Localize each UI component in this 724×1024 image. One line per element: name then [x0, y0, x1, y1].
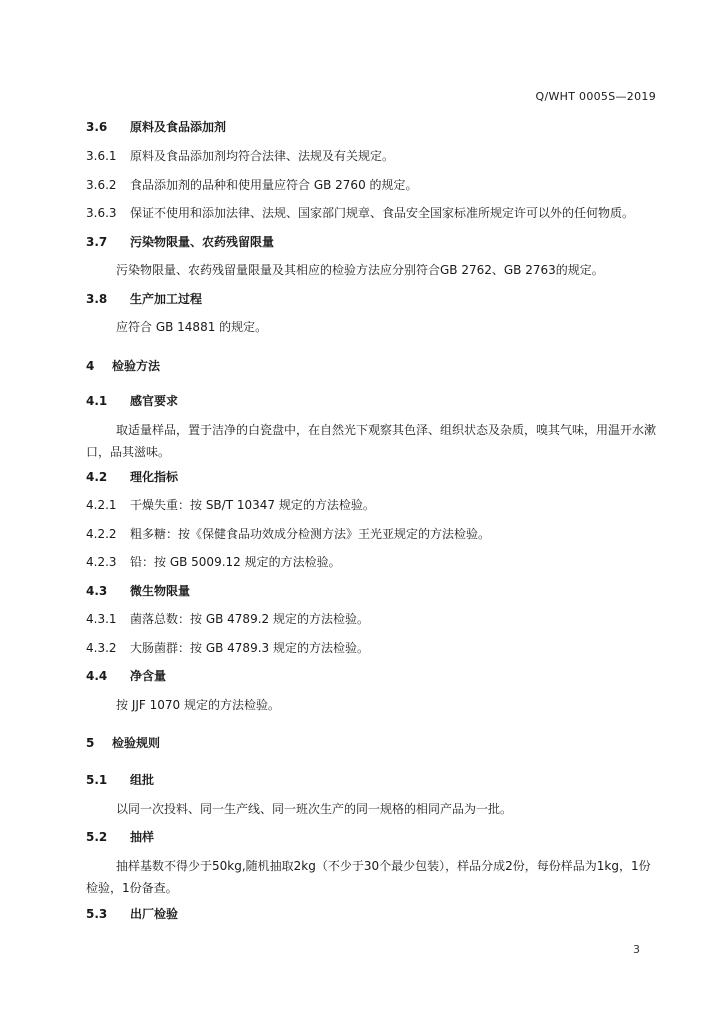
section-number: 4.1 — [86, 394, 108, 408]
section-heading-3-8 — [86, 292, 660, 306]
clause-number: 4.3.2 — [86, 641, 117, 655]
chapter-number: 4 — [86, 359, 95, 373]
clause-number: 3.6.2 — [86, 178, 117, 192]
clause-3-6-2 — [86, 178, 660, 192]
section-heading-5-2 — [86, 830, 660, 844]
chapter-heading-4 — [86, 359, 660, 373]
chapter-title: 检验规则 — [112, 736, 161, 750]
section-title: 生产加工过程 — [130, 292, 203, 306]
section-number: 3.8 — [86, 292, 108, 306]
clause-text: 保证不使用和添加法律、法规、国家部门规章、食品安全国家标准所规定许可以外的任何物质。 — [130, 206, 635, 220]
section-number: 5.1 — [86, 773, 108, 787]
paragraph-3-7: 污染物限量、农药残留量限量及其相应的检验方法应分别符合GB 2762、GB 2763的规定。 — [116, 263, 604, 277]
chapter-number: 5 — [86, 736, 95, 750]
paragraph-4-1: 取适量样品，置于洁净的白瓷盘中，在自然光下观察其色泽、组织状态及杂质，嗅其气味，用温开水漱口，品其滋味。 — [86, 423, 657, 459]
clause-3-6-1 — [86, 149, 660, 163]
clause-text: 原料及食品添加剂均符合法律、法规及有关规定。 — [130, 149, 395, 163]
section-heading-5-1 — [86, 773, 660, 787]
clause-text: 铅：按 GB 5009.12 规定的方法检验。 — [130, 555, 341, 569]
section-title: 理化指标 — [130, 470, 179, 484]
section-heading-4-4 — [86, 669, 660, 683]
section-heading-3-6 — [86, 120, 660, 134]
clause-4-3-2 — [86, 641, 660, 655]
section-number: 4.4 — [86, 669, 108, 683]
section-heading-4-3 — [86, 584, 660, 598]
section-title: 组批 — [130, 773, 155, 787]
clause-number: 4.3.1 — [86, 612, 117, 626]
clause-4-2-3 — [86, 555, 660, 569]
clause-4-2-1 — [86, 498, 660, 512]
chapter-title: 检验方法 — [112, 359, 161, 373]
clause-4-3-1 — [86, 612, 660, 626]
section-title: 污染物限量、农药残留限量 — [130, 235, 275, 249]
section-heading-3-7 — [86, 235, 660, 249]
clause-text: 食品添加剂的品种和使用量应符合 GB 2760 的规定。 — [130, 178, 418, 192]
clause-number: 4.2.1 — [86, 498, 117, 512]
clause-number: 3.6.3 — [86, 206, 117, 220]
clause-number: 3.6.1 — [86, 149, 117, 163]
section-title: 微生物限量 — [130, 584, 191, 598]
section-number: 4.2 — [86, 470, 108, 484]
paragraph-4-4: 按 JJF 1070 规定的方法检验。 — [116, 698, 280, 712]
chapter-heading-5 — [86, 736, 660, 750]
section-number: 3.7 — [86, 235, 108, 249]
section-heading-4-1 — [86, 394, 660, 408]
section-title: 净含量 — [130, 669, 167, 683]
clause-number: 4.2.2 — [86, 527, 117, 541]
clause-text: 大肠菌群：按 GB 4789.3 规定的方法检验。 — [130, 641, 369, 655]
section-number: 3.6 — [86, 120, 108, 134]
clause-text: 粗多糖：按《保健食品功效成分检测方法》王光亚规定的方法检验。 — [130, 527, 491, 541]
paragraph-5-1: 以同一次投料、同一生产线、同一班次生产的同一规格的相同产品为一批。 — [116, 802, 513, 816]
paragraph-5-2: 抽样基数不得少于50kg,随机抽取2kg（不少于30个最少包装），样品分成2份，每份样品为1kg，1份检验，1份备查。 — [86, 859, 651, 895]
clause-number: 4.2.3 — [86, 555, 117, 569]
section-number: 4.3 — [86, 584, 108, 598]
section-heading-4-2 — [86, 470, 660, 484]
section-title: 出厂检验 — [130, 907, 179, 921]
page-number: 3 — [633, 943, 640, 956]
section-title: 抽样 — [130, 830, 155, 844]
section-title: 感官要求 — [130, 394, 179, 408]
section-title: 原料及食品添加剂 — [130, 120, 227, 134]
clause-text: 干燥失重：按 SB/T 10347 规定的方法检验。 — [130, 498, 375, 512]
document-code: Q/WHT 0005S—2019 — [535, 90, 656, 103]
section-number: 5.3 — [86, 907, 108, 921]
clause-4-2-2 — [86, 527, 660, 541]
section-heading-5-3 — [86, 907, 660, 921]
section-number: 5.2 — [86, 830, 108, 844]
clause-3-6-3 — [86, 206, 660, 220]
paragraph-3-8: 应符合 GB 14881 的规定。 — [116, 320, 268, 334]
clause-text: 菌落总数：按 GB 4789.2 规定的方法检验。 — [130, 612, 369, 626]
